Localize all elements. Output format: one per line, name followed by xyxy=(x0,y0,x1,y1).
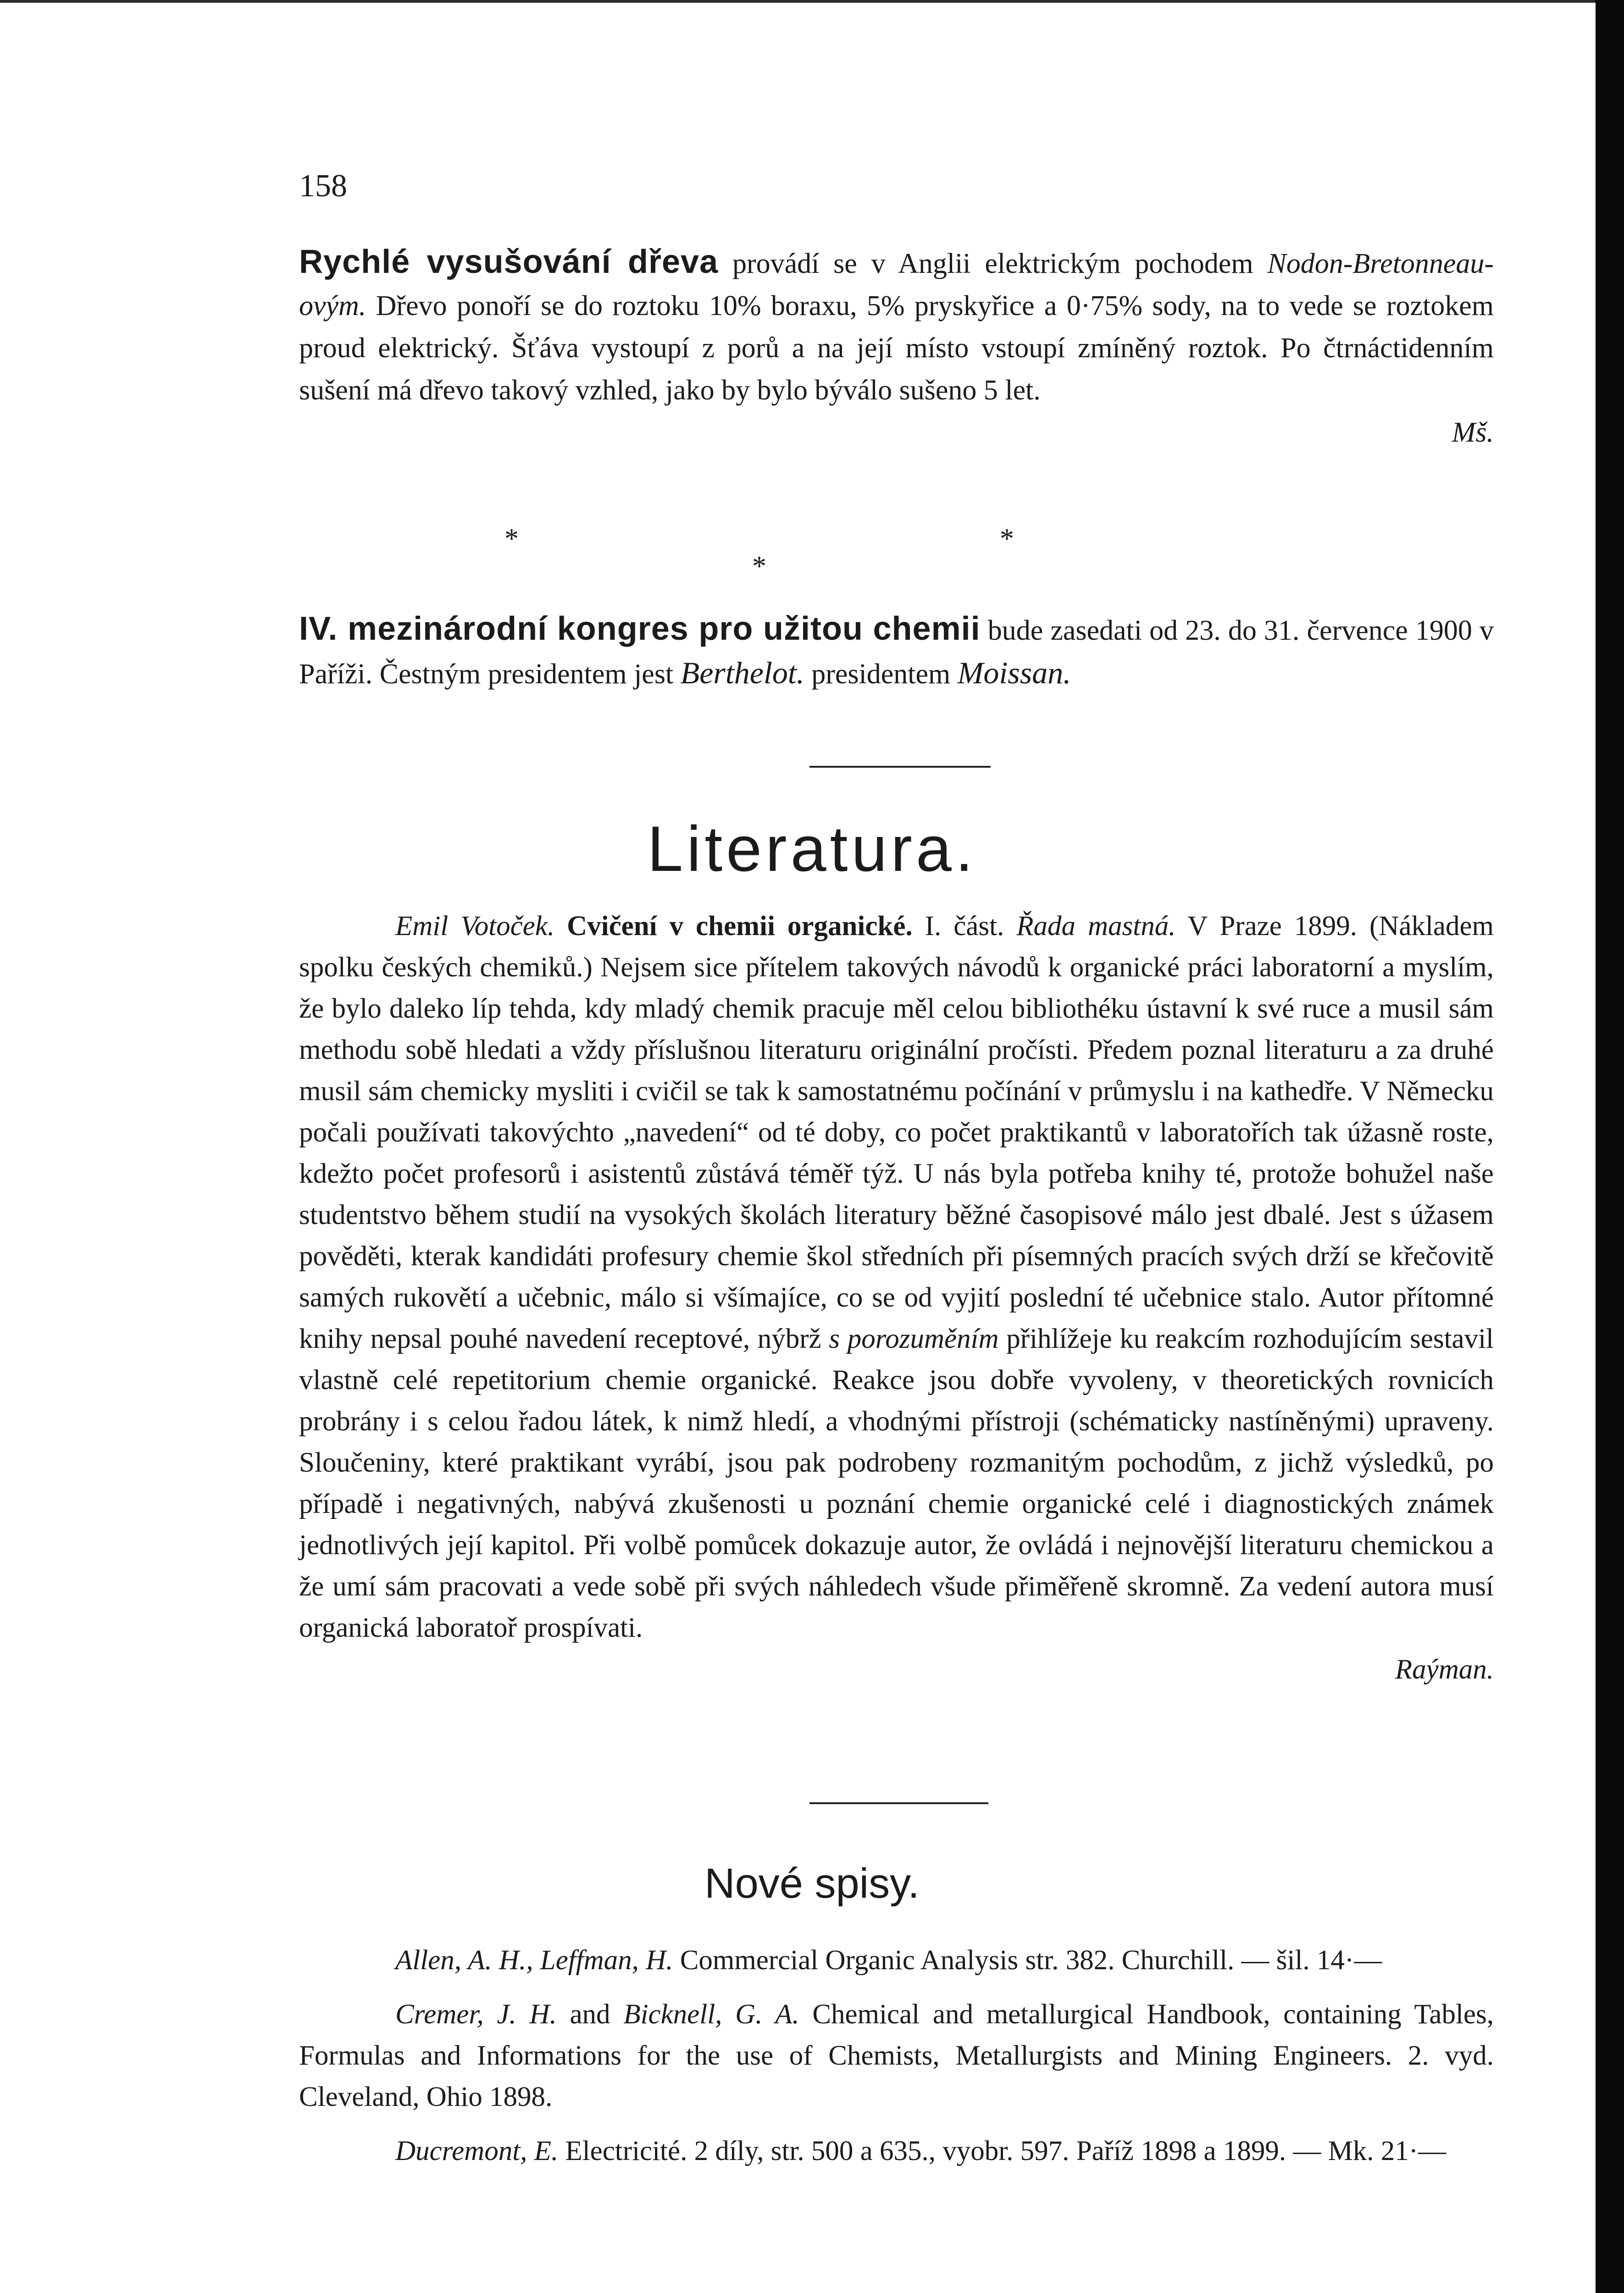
new-book-and: and xyxy=(556,1999,624,2030)
article-wood-drying-heading: Rychlé vysušování dřeva xyxy=(299,244,719,280)
article-congress xyxy=(299,608,1494,695)
review-signature: Raýman. xyxy=(1395,1654,1494,1685)
article-wood-drying-method: Nodon-Bretonneau-ovým. xyxy=(299,248,1494,321)
review-series: Řada mastná. xyxy=(1016,911,1176,942)
new-book-details: Commercial Organic Analysis str. 382. Churchill. — šil. 14·— xyxy=(673,1945,1382,1976)
review-votocek xyxy=(299,906,1494,1691)
new-book-details: Chemical and metallurgical Handbook, containing Tables, Formulas and Informations for the use of Chemists, Metallurgists and Mining Engineers. 2. vyd. Cleveland, Ohio 1898. xyxy=(299,1999,1494,2112)
article-congress-heading: IV. mezinárodní kongres pro užitou chemii xyxy=(299,610,981,647)
scan-edge-top xyxy=(0,0,1624,3)
review-text1: V Praze 1899. (Nákladem spolku českých chemiků.) Nejsem sice přítelem takových návodů k organické práci laboratorní a myslím, že bylo daleko líp tehda, kdy mladý chemik pracuje měl celou bibliothéku ústavní k své ruce a musil sám methodu sobě hledati a vždy příslušnou literaturu originální pročísti. Předem poznal literaturu a za druhé musil sám chemicky mysliti i cvičil se tak k samostatnému počínání v průmyslu i na kathedře. V Německu počali používati takovýchto „navedení“ od té doby, co počet praktikantů v laboratořích tak úžasně roste, kdežto počet profesorů i asistentů zůstává téměř týž. U nás byla potřeba knihy té, protože bohužel naše studentstvo během studií na vysokých školách literatury běžné časopisové málo jest dbalé. Jest s úžasem pověděti, kterak kandidáti profesury chemie škol středních při písemných pracích svých drží se křečovitě samých rukovětí a učebnic, málo si všímajíce, co se od vyjití poslední té učebnice stalo. Autor přítomné knihy nepsal pouhé navedení receptové, nýbrž xyxy=(299,911,1494,1354)
article-congress-name1: Berthelot. xyxy=(680,655,804,690)
new-book-authors: Allen, A. H., Leffman, H. xyxy=(395,1945,673,1976)
new-book-entry xyxy=(299,1994,1494,2118)
section-rule xyxy=(809,766,991,768)
asterism-star: * xyxy=(1000,523,1014,554)
article-wood-drying-signature: Mš. xyxy=(1452,417,1494,448)
review-text2: přihlížeje ku reakcím rozhodujícím sestavil vlastně celé repetitorium chemie organické. Reakce jsou dobře vyvoleny, v theoretických rovnicích probrány i s celou řadou látek, k nimž hledí, a vhodnými přístroji (schématicky nastíněnými) upraveny. Sloučeniny, které praktikant vyrábí, jsou pak podrobeny rozmanitým pochodům, z jichž výsledků, po případě i negativných, nabývá zkušenosti u poznání chemie organické celé i diagnostických známek jednotlivých její kapitol. Při volbě pomůcek dokazuje autor, že ovládá i nejnovější literaturu chemickou a že umí sám pracovati a vede sobě při svých náhledech všude přiměřeně skromně. Za vedení autora musí organická laboratoř prospívati. xyxy=(299,1324,1494,1643)
section-rule xyxy=(809,1802,988,1804)
asterism-star: * xyxy=(504,523,519,554)
article-wood-drying-text1: provádí se v Anglii elektrickým pochodem xyxy=(718,248,1268,279)
new-book-details: Electricité. 2 díly, str. 500 a 635., vyobr. 597. Paříž 1898 a 1899. — Mk. 21·— xyxy=(558,2136,1447,2166)
article-congress-text1: bude zasedati od 23. do 31. července 1900 v Paříži. Čestným presidentem jest xyxy=(299,615,1494,690)
review-emphasis: s porozuměním xyxy=(829,1324,999,1354)
article-congress-text2: presidentem xyxy=(804,659,958,690)
new-book-authors: Cremer, J. H. xyxy=(395,1999,557,2030)
page-number: 158 xyxy=(299,168,347,204)
section-title-literatura: Literatura. xyxy=(647,813,977,885)
new-book-authors: Bicknell, G. A. xyxy=(623,1999,799,2030)
article-wood-drying xyxy=(299,241,1494,454)
asterism-star: * xyxy=(752,551,766,582)
new-books-list xyxy=(299,1940,1494,2185)
review-author: Emil Votoček. xyxy=(395,911,555,942)
article-congress-name2: Moissan. xyxy=(957,655,1071,690)
review-part: I. část. xyxy=(912,911,1017,942)
review-book-title: Cvičení v chemii organické. xyxy=(554,911,913,942)
new-book-entry xyxy=(299,2131,1494,2172)
scan-edge-right xyxy=(1596,0,1624,2293)
article-wood-drying-text2: Dřevo ponoří se do roztoku 10% boraxu, 5% pryskyřice a 0·75% sody, na to vede se roztokem proud elektrický. Šťáva vystoupí z porů a na její místo vstoupí zmíněný roztok. Po čtrnáctidenním sušení má dřevo takový vzhled, jako by bylo býválo sušeno 5 let. xyxy=(299,290,1494,406)
new-book-entry xyxy=(299,1940,1494,1981)
new-book-authors: Ducremont, E. xyxy=(395,2136,559,2166)
asterism-separator xyxy=(504,523,1055,596)
section-title-nove-spisy: Nové spisy. xyxy=(704,1860,920,1907)
